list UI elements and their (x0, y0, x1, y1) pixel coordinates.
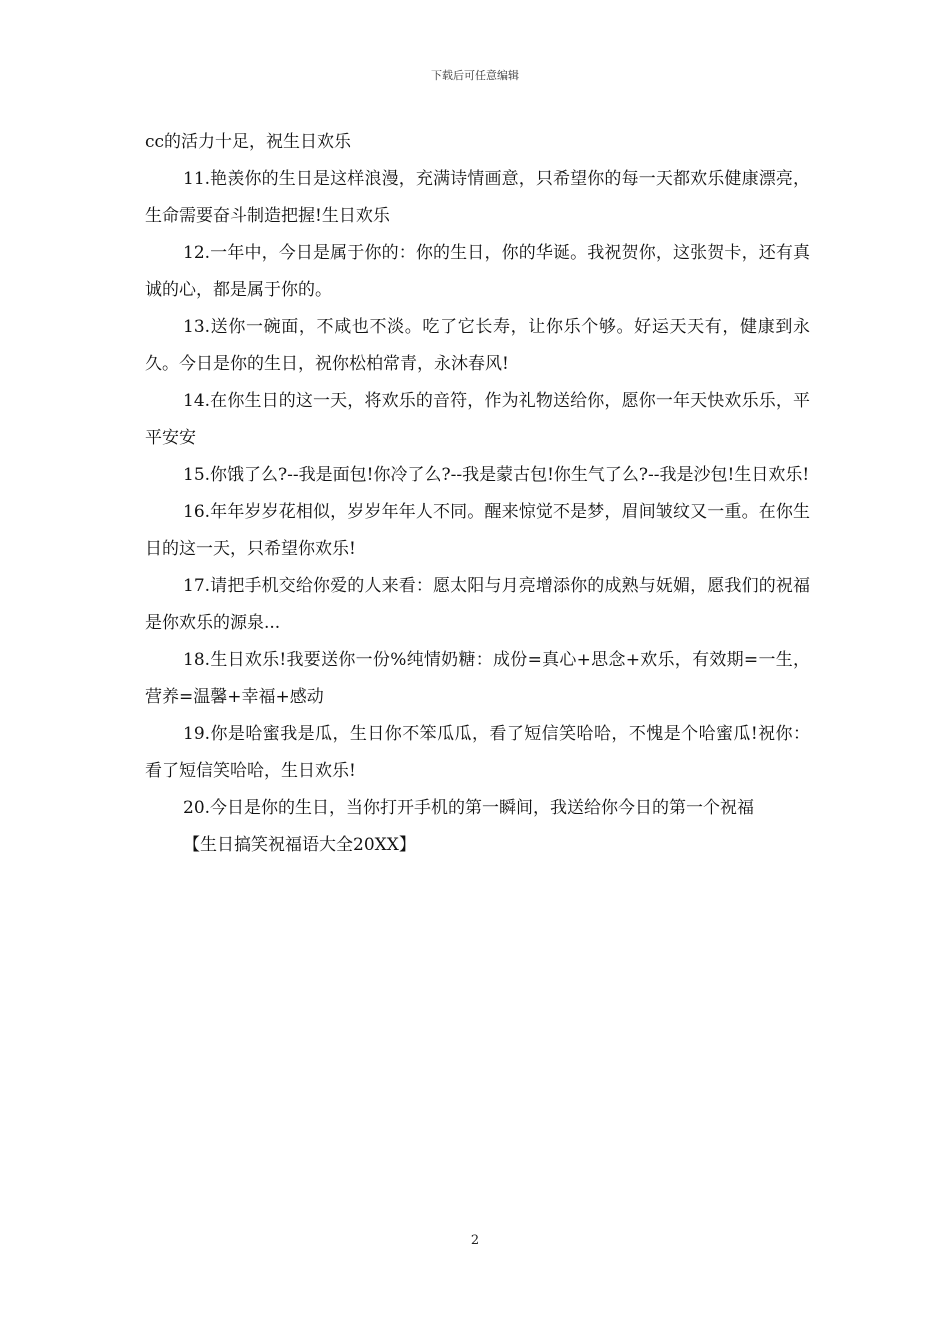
paragraph-item-14: 14.在你生日的这一天，将欢乐的音符，作为礼物送给你，愿你一年天快欢乐乐，平平安安 (145, 391, 810, 448)
paragraph-continuation: cc的活力十足，祝生日欢乐 (145, 132, 352, 152)
document-body (145, 124, 810, 864)
paragraph-item-20: 20.今日是你的生日，当你打开手机的第一瞬间，我送给你今日的第一个祝福 (183, 798, 755, 818)
paragraph-item-11: 11.艳羡你的生日是这样浪漫，充满诗情画意，只希望你的每一天都欢乐健康漂亮，生命需要奋斗制造把握!生日欢乐 (145, 169, 810, 226)
paragraph-item-12: 12.一年中，今日是属于你的：你的生日，你的华诞。我祝贺你，这张贺卡，还有真诚的心，都是属于你的。 (145, 243, 810, 300)
paragraph-item-18: 18.生日欢乐!我要送你一份%纯情奶糖：成份=真心+思念+欢乐，有效期=一生，营养=温馨+幸福+感动 (145, 650, 810, 707)
paragraph-item-13: 13.送你一碗面，不咸也不淡。吃了它长寿，让你乐个够。好运天天有，健康到永久。今日是你的生日，祝你松柏常青，永沐春风! (145, 317, 810, 374)
paragraph-item-15: 15.你饿了么?--我是面包!你冷了么?--我是蒙古包!你生气了么?--我是沙包!生日欢乐! (183, 465, 810, 485)
paragraph-item-16: 16.年年岁岁花相似，岁岁年年人不同。醒来惊觉不是梦，眉间皱纹又一重。在你生日的这一天，只希望你欢乐! (145, 502, 810, 559)
paragraph-item-19: 19.你是哈蜜我是瓜，生日你不笨瓜瓜，看了短信笑哈哈，不愧是个哈蜜瓜!祝你：看了短信笑哈哈，生日欢乐! (145, 724, 810, 781)
closing-title: 【生日搞笑祝福语大全20XX】 (183, 835, 416, 855)
page-header: 下载后可任意编辑 (431, 69, 519, 82)
page-number: 2 (470, 1233, 480, 1248)
paragraph-item-17: 17.请把手机交给你爱的人来看：愿太阳与月亮增添你的成熟与妩媚，愿我们的祝福是你欢乐的源泉... (145, 576, 810, 633)
